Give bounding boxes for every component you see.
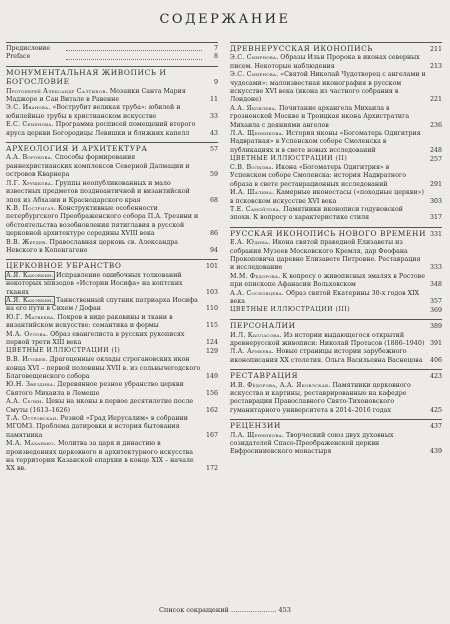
section-title: ПЕРСОНАЛИИ <box>230 321 296 331</box>
toc-section <box>230 319 442 365</box>
entry-author: А.Я. Каковкин. <box>6 271 54 279</box>
entry-title: К вопросу о живописных эмалях в Ростове при епископе Афанасии Вольховском <box>230 272 425 289</box>
entry-page: 248 <box>429 146 442 154</box>
entry-author: Э.С. Иванова. <box>6 104 51 112</box>
entry-author: Е.А. Юдина. <box>230 239 271 247</box>
entry-page: 59 <box>209 171 218 179</box>
entry-author: М.М. Федорова. <box>230 272 281 280</box>
entry-author: Ю.Н. Звездина. <box>6 381 56 389</box>
entry-author: М.А. Маханько. <box>6 440 56 448</box>
entry-title: Образы Ильи Пророка в иконах северных писем. Некоторые наблюдения <box>230 54 420 70</box>
section-heading[interactable] <box>230 322 442 331</box>
footer-abbreviations: Список сокращений ………………… 453 <box>159 606 291 614</box>
entry-page: 110 <box>205 305 218 313</box>
entry-author: И.А. Шалина. <box>230 189 275 197</box>
entry-title: Предисловие <box>6 45 51 52</box>
section-heading[interactable] <box>230 372 442 381</box>
entry-page: 7 <box>213 45 218 52</box>
entry-author: Е.С. Семенова. <box>6 121 54 129</box>
section-heading[interactable] <box>6 145 218 154</box>
entry-page: 348 <box>429 281 442 289</box>
entry-page: 8 <box>213 53 218 61</box>
entry-title: Конструктивные особенности петербургского Преображенского собора П.А. Трезини и обстоятельства возобновления пятиглавия в русской церковной архитектуре середины XVIII века <box>6 204 199 238</box>
entry-title: Из истории выдающегося открытий древнерусской живописи: Николай Протасов (1886–1940) <box>230 331 425 347</box>
entry-page: 68 <box>209 196 218 204</box>
entry-page: 333 <box>429 264 442 272</box>
entry-page: 11 <box>209 96 218 104</box>
toc-entry[interactable] <box>6 331 218 348</box>
entry-title: Программа росписей помещений второго яруса церкви Богородицы Левишки и ближних капелл <box>6 121 196 137</box>
illustrations-entry[interactable] <box>6 347 218 356</box>
toc-entry[interactable] <box>6 272 218 297</box>
entry-page: 43 <box>209 129 218 137</box>
entry-author: В.В. Игошев. <box>6 356 48 364</box>
section-title: РУССКАЯ ИКОНОПИСЬ НОВОГО ВРЕМЕНИ <box>230 228 427 238</box>
toc-entry[interactable] <box>6 440 218 474</box>
entry-title: Икона святой праведной Елизаветы из собрания Музеев Московского Кремля, дар Феофана Прокоповича царевне Елизавете Петровне. Реставрация и исследование <box>230 239 421 272</box>
entry-title: Деревянное резное убранство церкви Святого Михаила в Лемеше <box>6 381 184 397</box>
entry-author: Л.А. Щенникова. <box>230 130 284 138</box>
entry-title: Покров в виде раковины и ткани в византийском искусстве: семантика и формы <box>6 313 173 330</box>
entry-page: 357 <box>429 298 442 306</box>
entry-title: Творческий союз двух духовных созидателей Спасо-Преображенской церкви Евфросиниевского монастыря <box>230 431 394 456</box>
section-page: 331 <box>429 230 442 238</box>
section-page: 211 <box>429 46 442 53</box>
toc-section <box>6 42 218 62</box>
entry-page: 291 <box>429 180 442 188</box>
toc-entry[interactable] <box>230 71 442 105</box>
entry-title: Резной «Град Иерусалим» в собрании МГОМЗ. Проблема датировки и история бытования памятника <box>6 414 188 439</box>
entry-author: А.Я. Каковкин. <box>6 296 54 304</box>
toc-section <box>230 369 442 415</box>
entry-page: 86 <box>209 230 218 238</box>
toc-entry[interactable] <box>230 164 442 189</box>
entry-author: А.А. Сосновцева. <box>230 289 284 297</box>
entry-title: Православная церковь св. Александра Невского в Копенгагене <box>6 238 179 254</box>
entry-title: Способы формирования раннехристианских комплексов Северной Далмации и островов Кварнера <box>6 154 190 179</box>
entry-title: Драгоценные оклады строгановских икон конца XVI – первой половины XVII в. из сольвычегодского Благовещенского собора <box>6 356 201 380</box>
section-heading[interactable] <box>6 262 218 271</box>
entry-author: Ю.Г. Матвеева. <box>6 313 56 321</box>
toc-entry[interactable] <box>6 356 218 381</box>
illustrations-label: ЦВЕТНЫЕ ИЛЛЮСТРАЦИИ (I) <box>6 347 121 355</box>
illustrations-label: ЦВЕТНЫЕ ИЛЛЮСТРАЦИИ (III) <box>230 306 351 314</box>
section-heading[interactable] <box>230 45 442 54</box>
entry-page: 439 <box>429 448 442 456</box>
entry-page: 129 <box>205 347 218 355</box>
entry-title: Новые страницы истории зарубежного иконописания XX столетия. Ольга Васильевна Васнецова <box>230 348 423 364</box>
illustrations-entry[interactable] <box>230 306 442 315</box>
entry-title: «Святой Николай Чудотворец с ангелами и чудесами»: малоизвестная иконография в русском искусстве XVI века (икона из частного собрания в Лондоне) <box>230 71 426 104</box>
toc-section <box>6 259 218 473</box>
section-page: 9 <box>213 79 218 87</box>
entry-title: Таинственный спутник патриарха Иосифа на его пути в Сихем / Дофан <box>6 296 198 313</box>
entry-author: С.В. Волкова. <box>230 163 274 171</box>
toc-entry[interactable] <box>230 105 442 130</box>
toc-section <box>230 419 442 457</box>
toc-entry[interactable] <box>230 382 442 416</box>
entry-page: 156 <box>205 389 218 397</box>
toc-entry[interactable] <box>230 432 442 457</box>
toc-entry[interactable] <box>6 398 218 415</box>
entry-page: 162 <box>205 406 218 414</box>
section-title: ЦЕРКОВНОЕ УБРАНСТВО <box>6 261 122 271</box>
entry-author: А.А. Селин. <box>6 398 44 406</box>
toc-entry[interactable] <box>6 88 218 105</box>
entry-title: Исправление ошибочных толкований некоторых эпизодов «Истории Иосифа» на коптских тканях <box>6 271 183 296</box>
entry-page: 425 <box>429 406 442 414</box>
entry-author: И.Л. Кызласова. <box>230 331 282 339</box>
entry-author: Т.Е. Самойлова. <box>230 206 282 214</box>
toc-entry[interactable] <box>6 239 218 256</box>
toc-entry[interactable] <box>230 239 442 273</box>
entry-page: 115 <box>205 322 218 330</box>
entry-page: 124 <box>205 339 218 346</box>
entry-author: Л.А. Щенникова. <box>230 431 284 439</box>
section-title: РЕЦЕНЗИИ <box>230 421 281 431</box>
entry-author: И.В. Фёдорова, А.А. Яковлская. <box>230 381 331 389</box>
toc-entry[interactable] <box>6 297 218 314</box>
illustrations-entry[interactable] <box>230 155 442 164</box>
section-page: 423 <box>429 373 442 381</box>
entry-title: «Вострубит великая труба»: юбилей и юбилейные трубы в христианском искусстве <box>6 104 181 120</box>
section-page: 389 <box>429 323 442 331</box>
left-column <box>6 42 218 474</box>
entry-page: 167 <box>205 431 218 439</box>
entry-author: Л.Г. Хрушкова. <box>6 179 54 187</box>
toc-entry[interactable] <box>6 121 218 138</box>
toc-entry[interactable] <box>230 54 442 71</box>
toc-entry[interactable] <box>230 130 442 155</box>
entry-page: 213 <box>429 62 442 70</box>
entry-author: Л.А. Армеева. <box>230 348 274 356</box>
illustrations-label: ЦВЕТНЫЕ ИЛЛЮСТРАЦИИ (II) <box>230 155 348 163</box>
section-heading[interactable] <box>230 422 442 431</box>
leader-dots <box>66 50 202 51</box>
entry-page: 103 <box>205 288 218 296</box>
footer-label: Список сокращений <box>159 606 229 614</box>
entry-page: 369 <box>429 306 442 314</box>
entry-page: 149 <box>205 372 218 380</box>
entry-author: А.А. Воронова. <box>6 154 53 162</box>
section-page: 101 <box>205 263 218 271</box>
entry-page: 257 <box>429 155 442 163</box>
section-title: РЕСТАВРАЦИЯ <box>230 371 299 381</box>
entry-title: Образ святой Екатерины 30-х годов XIX века <box>230 289 420 306</box>
section-heading[interactable] <box>6 69 218 88</box>
toc-entry[interactable] <box>6 180 218 205</box>
right-column <box>230 42 442 457</box>
section-heading[interactable] <box>230 230 442 239</box>
entry-author: М.А. Орлова. <box>6 330 49 338</box>
section-title: МОНУМЕНТАЛЬНАЯ ЖИВОПИСЬ И БОГОСЛОВИЕ <box>6 67 167 87</box>
toc-section <box>6 142 218 255</box>
toc-entry[interactable] <box>6 205 218 239</box>
toc-entry[interactable] <box>6 154 218 179</box>
entry-page: 236 <box>429 121 442 129</box>
toc-entry[interactable] <box>6 415 218 440</box>
toc-entry[interactable] <box>230 332 442 349</box>
section-page: 437 <box>429 423 442 431</box>
entry-page: 172 <box>205 465 218 473</box>
page-title: СОДЕРЖАНИЕ <box>159 12 291 27</box>
entry-title: Образ евангелиста в русских рукописях первой трети XIII века <box>6 330 185 346</box>
entry-page: 303 <box>429 197 442 205</box>
toc-section <box>230 227 442 315</box>
entry-title: История иконы «Богоматерь Одигитрия Надвратная» в Успенском соборе Смоленска в публикациях и в свете новых исследований <box>230 130 421 154</box>
leader-dots <box>66 59 202 60</box>
toc-entry[interactable] <box>6 45 218 53</box>
entry-author: Протоиерей Александр Салтыков. <box>6 87 108 95</box>
toc-entry[interactable] <box>230 348 442 365</box>
entry-title: Камерные иконостасы («походные церкви») в псковском искусстве XVI века <box>230 189 424 205</box>
entry-title: Памятники церковного искусства и картины, реставрированные на кафедре реставрации Православного Свято-Тихоновского гуманитарного университета в 2014–2016 годах <box>230 381 411 414</box>
entry-author: А.А. Яковлева. <box>230 104 277 112</box>
entry-title: Preface <box>6 53 31 61</box>
entry-author: В.В. Жердев. <box>6 238 48 246</box>
entry-title: Мозаики Санта Мария Маджоре и Сан Витале в Равенне <box>6 87 186 104</box>
entry-title: Почитание архангела Михаила в грозненской Москве и Троицкая икона Архистратига Михаила с деяниями ангелов <box>230 104 410 129</box>
entry-title: Молитва за царя и династию в произведениях церковного и архитектурного искусства на территории Казанской епархии в конце XIX – начале XX вв. <box>6 440 194 473</box>
footer-page: 453 <box>278 606 291 614</box>
toc-entry[interactable] <box>6 104 218 121</box>
entry-page: 406 <box>429 356 442 364</box>
section-title: ДРЕВНЕРУССКАЯ ИКОНОПИСЬ <box>230 44 373 53</box>
entry-author: Э.С. Смирнова. <box>230 71 279 79</box>
toc-entry[interactable] <box>6 381 218 398</box>
entry-title: Группы неопубликованных и мало известных предметов позднеантичной и византийской эпох из Абхазии и Краснодарского края <box>6 179 190 204</box>
toc-section <box>6 66 218 138</box>
entry-title: Памятники иконописи годуновской эпохи. К вопросу о характеристике стиля <box>230 206 403 222</box>
toc-entry[interactable] <box>230 290 442 307</box>
entry-author: К.В. Постригач. <box>6 204 56 212</box>
entry-author: Э.С. Смирнова. <box>230 54 279 62</box>
section-title: АРХЕОЛОГИЯ И АРХИТЕКТУРА <box>6 144 148 154</box>
toc-section <box>230 42 442 223</box>
entry-title: Икона «Богоматерь Одигитрия» в Успенском соборе Смоленска: история Надвратного образа в свете реставрационных исследований <box>230 163 406 188</box>
entry-page: 221 <box>429 96 442 104</box>
section-page: 57 <box>209 146 218 154</box>
toc-entry[interactable] <box>230 273 442 290</box>
entry-page: 317 <box>429 214 442 222</box>
entry-page: 33 <box>209 112 218 120</box>
toc-entry[interactable] <box>6 314 218 331</box>
entry-page: 94 <box>209 246 218 254</box>
entry-author: Т.А. Островская. <box>6 414 59 422</box>
toc-entry[interactable] <box>230 189 442 206</box>
toc-entry[interactable] <box>230 206 442 223</box>
toc-entry[interactable] <box>6 53 218 61</box>
entry-title: Цены на иконы в первое десятилетие после Смуты (1613–1626) <box>6 398 194 414</box>
entry-page: 391 <box>429 340 442 347</box>
